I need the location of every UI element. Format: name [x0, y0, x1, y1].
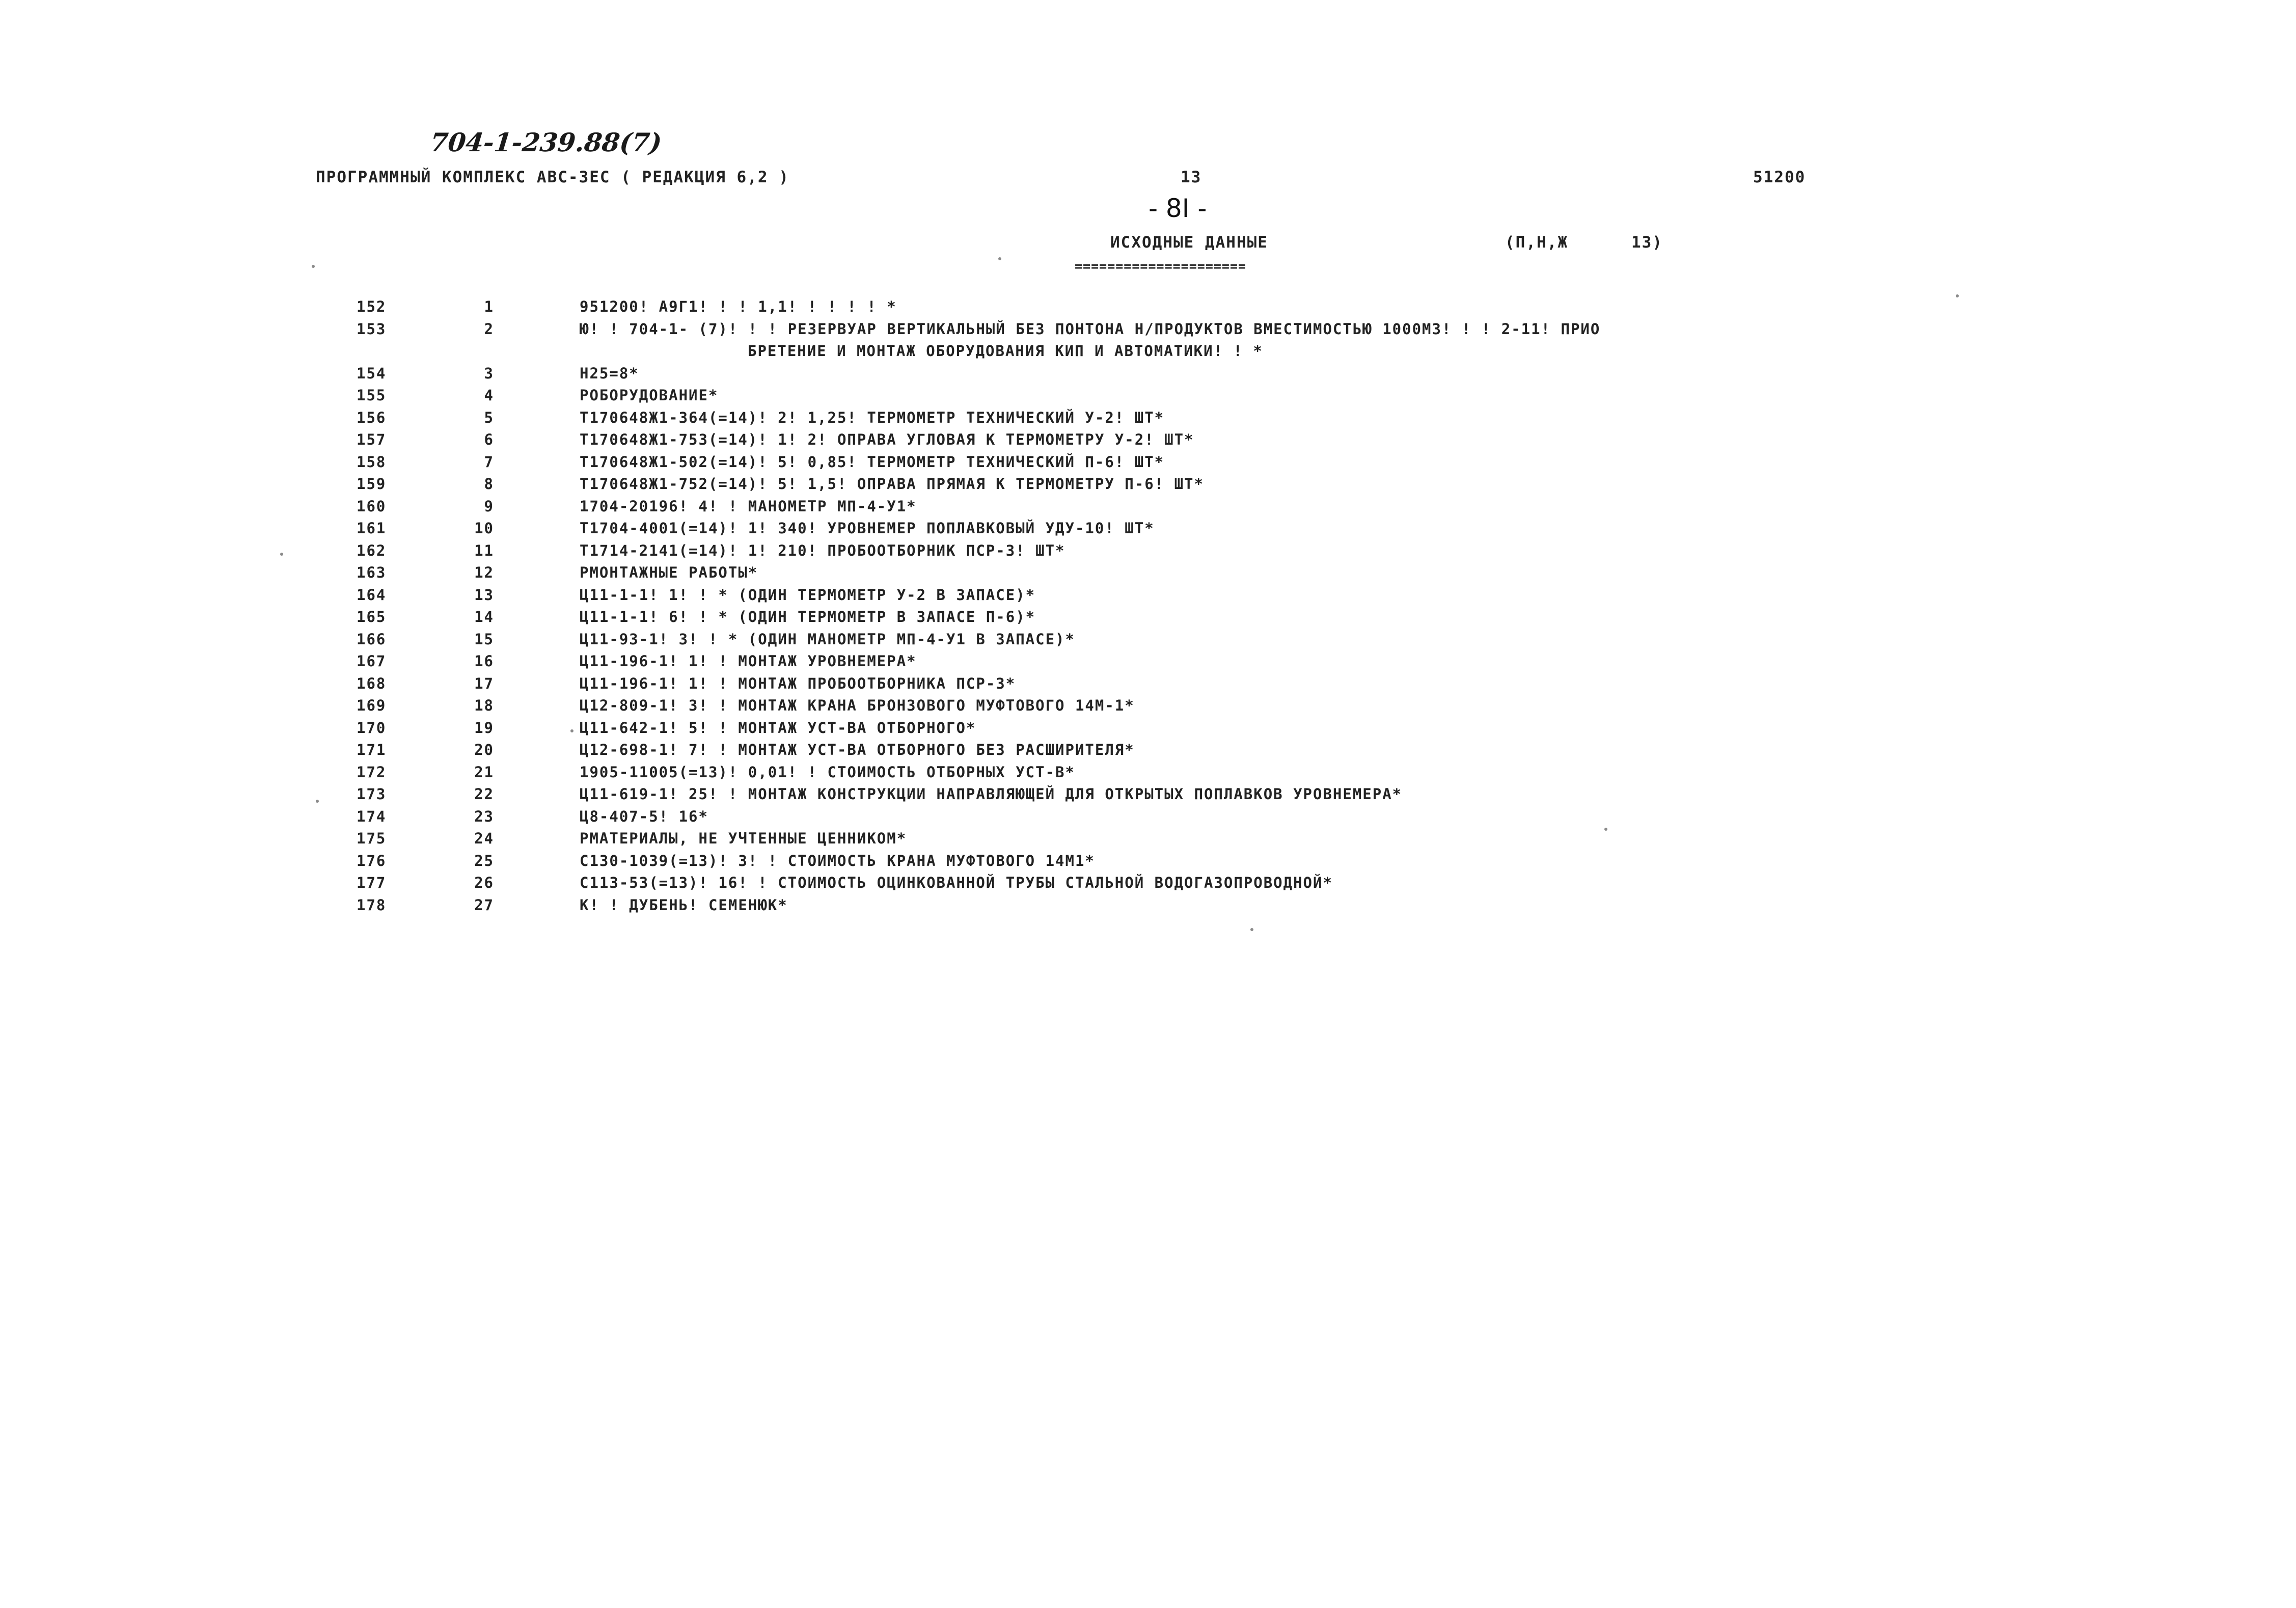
- listing-row: [0, 719, 2296, 742]
- listing-row: [0, 675, 2296, 697]
- row-index: 159: [357, 475, 387, 493]
- row-index: 153: [357, 320, 387, 338]
- row-index: 172: [357, 763, 387, 781]
- row-content: К! ! ДУБЕНЬ! СЕМЕНЮК*: [580, 896, 788, 914]
- row-sequence-number: 17: [474, 674, 494, 692]
- listing-row: [0, 387, 2296, 409]
- listing-row: [0, 298, 2296, 320]
- row-index: 163: [357, 564, 387, 581]
- row-content: 1905-11005(=13)! 0,01! ! СТОИМОСТЬ ОТБОРНЫХ УСТ-В*: [580, 763, 1075, 781]
- row-index: 165: [357, 608, 387, 625]
- row-content: Ц8-407-5! 16*: [580, 807, 708, 825]
- row-sequence-number: 16: [474, 652, 494, 670]
- row-index: 171: [357, 741, 387, 758]
- listing-row: [0, 475, 2296, 498]
- row-index: 167: [357, 652, 387, 670]
- row-index: 166: [357, 630, 387, 648]
- row-content: РОБОРУДОВАНИЕ*: [580, 387, 719, 404]
- row-index: 152: [357, 298, 387, 315]
- row-index: 173: [357, 785, 387, 803]
- row-content: Т170648Ж1-502(=14)! 5! 0,85! ТЕРМОМЕТР ТЕХНИЧЕСКИЙ П-6! ШТ*: [580, 453, 1165, 471]
- listing-row: [0, 852, 2296, 875]
- listing-row: [0, 652, 2296, 675]
- row-sequence-number: 9: [484, 497, 494, 515]
- row-sequence-number: 3: [484, 364, 494, 382]
- program-header: ПРОГРАММНЫЙ КОМПЛЕКС АВС-3ЕС ( РЕДАКЦИЯ 6,2 ): [316, 168, 789, 186]
- print-speck: [1956, 294, 1959, 297]
- row-index: 168: [357, 674, 387, 692]
- row-sequence-number: 24: [474, 830, 494, 847]
- listing-row: [0, 785, 2296, 808]
- row-content: Ц11-619-1! 25! ! МОНТАЖ КОНСТРУКЦИИ НАПРАВЛЯЮЩЕЙ ДЛЯ ОТКРЫТЫХ ПОПЛАВКОВ УРОВНЕМЕРА*: [580, 785, 1403, 803]
- row-sequence-number: 7: [484, 453, 494, 471]
- print-speck: [570, 729, 573, 732]
- section-params: (П,Н,Ж 13): [1505, 233, 1663, 252]
- row-content: С130-1039(=13)! 3! ! СТОИМОСТЬ КРАНА МУФТОВОГО 14М1*: [580, 852, 1095, 869]
- row-content: 951200! А9Г1! ! ! 1,1! ! ! ! ! *: [580, 298, 897, 315]
- row-index: 178: [357, 896, 387, 914]
- print-speck: [998, 257, 1001, 260]
- listing-row: [0, 631, 2296, 653]
- row-content: Ц12-809-1! 3! ! МОНТАЖ КРАНА БРОНЗОВОГО МУФТОВОГО 14М-1*: [580, 697, 1135, 714]
- row-sequence-number: 5: [484, 408, 494, 426]
- row-sequence-number: 19: [474, 719, 494, 737]
- row-sequence-number: 22: [474, 785, 494, 803]
- row-content: С113-53(=13)! 16! ! СТОИМОСТЬ ОЦИНКОВАННОЙ ТРУБЫ СТАЛЬНОЙ ВОДОГАЗОПРОВОДНОЙ*: [580, 874, 1333, 891]
- listing-row: [0, 520, 2296, 542]
- row-sequence-number: 6: [484, 431, 494, 448]
- row-content: Н25=8*: [580, 364, 639, 382]
- row-content-continuation: БРЕТЕНИЕ И МОНТАЖ ОБОРУДОВАНИЯ КИП И АВТОМАТИКИ! ! *: [748, 342, 1263, 360]
- row-index: 158: [357, 453, 387, 471]
- listing-row: [0, 320, 2296, 365]
- row-index: 157: [357, 431, 387, 448]
- listing-row: [0, 453, 2296, 476]
- page-number: - 8I -: [1149, 194, 1207, 223]
- row-sequence-number: 4: [484, 387, 494, 404]
- section-title-underline: =====================: [1075, 259, 1247, 274]
- row-sequence-number: 2: [484, 320, 494, 338]
- sheet-number: 13: [1181, 168, 1202, 186]
- section-title: ИСХОДНЫЕ ДАННЫЕ: [1110, 233, 1268, 252]
- row-sequence-number: 15: [474, 630, 494, 648]
- print-speck: [1250, 928, 1253, 931]
- print-speck: [280, 553, 283, 556]
- row-index: 177: [357, 874, 387, 891]
- row-sequence-number: 14: [474, 608, 494, 625]
- listing-row: [0, 697, 2296, 719]
- row-sequence-number: 10: [474, 520, 494, 537]
- row-content: Т170648Ж1-364(=14)! 2! 1,25! ТЕРМОМЕТР ТЕХНИЧЕСКИЙ У-2! ШТ*: [580, 408, 1165, 426]
- listing-row: [0, 498, 2296, 520]
- listing-row: [0, 808, 2296, 830]
- row-content: Ц11-196-1! 1! ! МОНТАЖ ПРОБООТБОРНИКА ПСР-3*: [580, 674, 1016, 692]
- listing-row: [0, 741, 2296, 764]
- print-speck: [1604, 828, 1607, 831]
- row-index: 169: [357, 697, 387, 714]
- row-sequence-number: 21: [474, 763, 494, 781]
- row-content: Ц11-642-1! 5! ! МОНТАЖ УСТ-ВА ОТБОРНОГО*: [580, 719, 976, 737]
- row-content: 1704-20196! 4! ! МАНОМЕТР МП-4-У1*: [580, 497, 917, 515]
- listing-row: [0, 564, 2296, 586]
- print-speck: [312, 265, 315, 268]
- row-sequence-number: 11: [474, 541, 494, 559]
- row-index: 155: [357, 387, 387, 404]
- row-sequence-number: 8: [484, 475, 494, 493]
- row-index: 154: [357, 364, 387, 382]
- row-index: 156: [357, 408, 387, 426]
- row-sequence-number: 18: [474, 697, 494, 714]
- listing-row: [0, 542, 2296, 564]
- row-content: Ц11-1-1! 6! ! * (ОДИН ТЕРМОМЕТР В ЗАПАСЕ П-6)*: [580, 608, 1036, 625]
- document-code: 51200: [1753, 168, 1806, 186]
- row-content: Ю! ! 704-1- (7)! ! ! РЕЗЕРВУАР ВЕРТИКАЛЬНЫЙ БЕЗ ПОНТОНА Н/ПРОДУКТОВ ВМЕСТИМОСТЬЮ 1000М3! ! ! 2-11! ПРИО: [580, 320, 1601, 338]
- row-content: Ц12-698-1! 7! ! МОНТАЖ УСТ-ВА ОТБОРНОГО БЕЗ РАСШИРИТЕЛЯ*: [580, 741, 1135, 758]
- listing-row: [0, 896, 2296, 919]
- row-index: 160: [357, 497, 387, 515]
- print-speck: [316, 800, 319, 803]
- row-content: Т170648Ж1-752(=14)! 5! 1,5! ОПРАВА ПРЯМАЯ К ТЕРМОМЕТРУ П-6! ШТ*: [580, 475, 1204, 493]
- listing-row: [0, 431, 2296, 453]
- row-index: 161: [357, 520, 387, 537]
- row-index: 174: [357, 807, 387, 825]
- row-index: 162: [357, 541, 387, 559]
- row-index: 164: [357, 586, 387, 604]
- row-sequence-number: 26: [474, 874, 494, 891]
- row-sequence-number: 25: [474, 852, 494, 869]
- data-listing: [0, 298, 2296, 918]
- row-sequence-number: 27: [474, 896, 494, 914]
- row-content: Ц11-93-1! 3! ! * (ОДИН МАНОМЕТР МП-4-У1 В ЗАПАСЕ)*: [580, 630, 1075, 648]
- row-sequence-number: 23: [474, 807, 494, 825]
- row-content: РМОНТАЖНЫЕ РАБОТЫ*: [580, 564, 758, 581]
- row-content: Т1714-2141(=14)! 1! 210! ПРОБООТБОРНИК ПСР-3! ШТ*: [580, 541, 1065, 559]
- row-content: Ц11-196-1! 1! ! МОНТАЖ УРОВНЕМЕРА*: [580, 652, 917, 670]
- row-sequence-number: 12: [474, 564, 494, 581]
- listing-row: [0, 365, 2296, 387]
- row-sequence-number: 13: [474, 586, 494, 604]
- listing-row: [0, 608, 2296, 631]
- row-sequence-number: 20: [474, 741, 494, 758]
- handwritten-reference: 704-1-239.88(7): [428, 127, 664, 157]
- row-content: Т1704-4001(=14)! 1! 340! УРОВНЕМЕР ПОПЛАВКОВЫЙ УДУ-10! ШТ*: [580, 520, 1155, 537]
- row-sequence-number: 1: [484, 298, 494, 315]
- row-index: 176: [357, 852, 387, 869]
- row-content: РМАТЕРИАЛЫ, НЕ УЧТЕННЫЕ ЦЕННИКОМ*: [580, 830, 907, 847]
- listing-row: [0, 874, 2296, 896]
- row-index: 170: [357, 719, 387, 737]
- listing-row: [0, 764, 2296, 786]
- row-content: Ц11-1-1! 1! ! * (ОДИН ТЕРМОМЕТР У-2 В ЗАПАСЕ)*: [580, 586, 1036, 604]
- listing-row: [0, 409, 2296, 431]
- row-index: 175: [357, 830, 387, 847]
- listing-row: [0, 586, 2296, 609]
- listing-row: [0, 830, 2296, 852]
- row-content: Т170648Ж1-753(=14)! 1! 2! ОПРАВА УГЛОВАЯ К ТЕРМОМЕТРУ У-2! ШТ*: [580, 431, 1194, 448]
